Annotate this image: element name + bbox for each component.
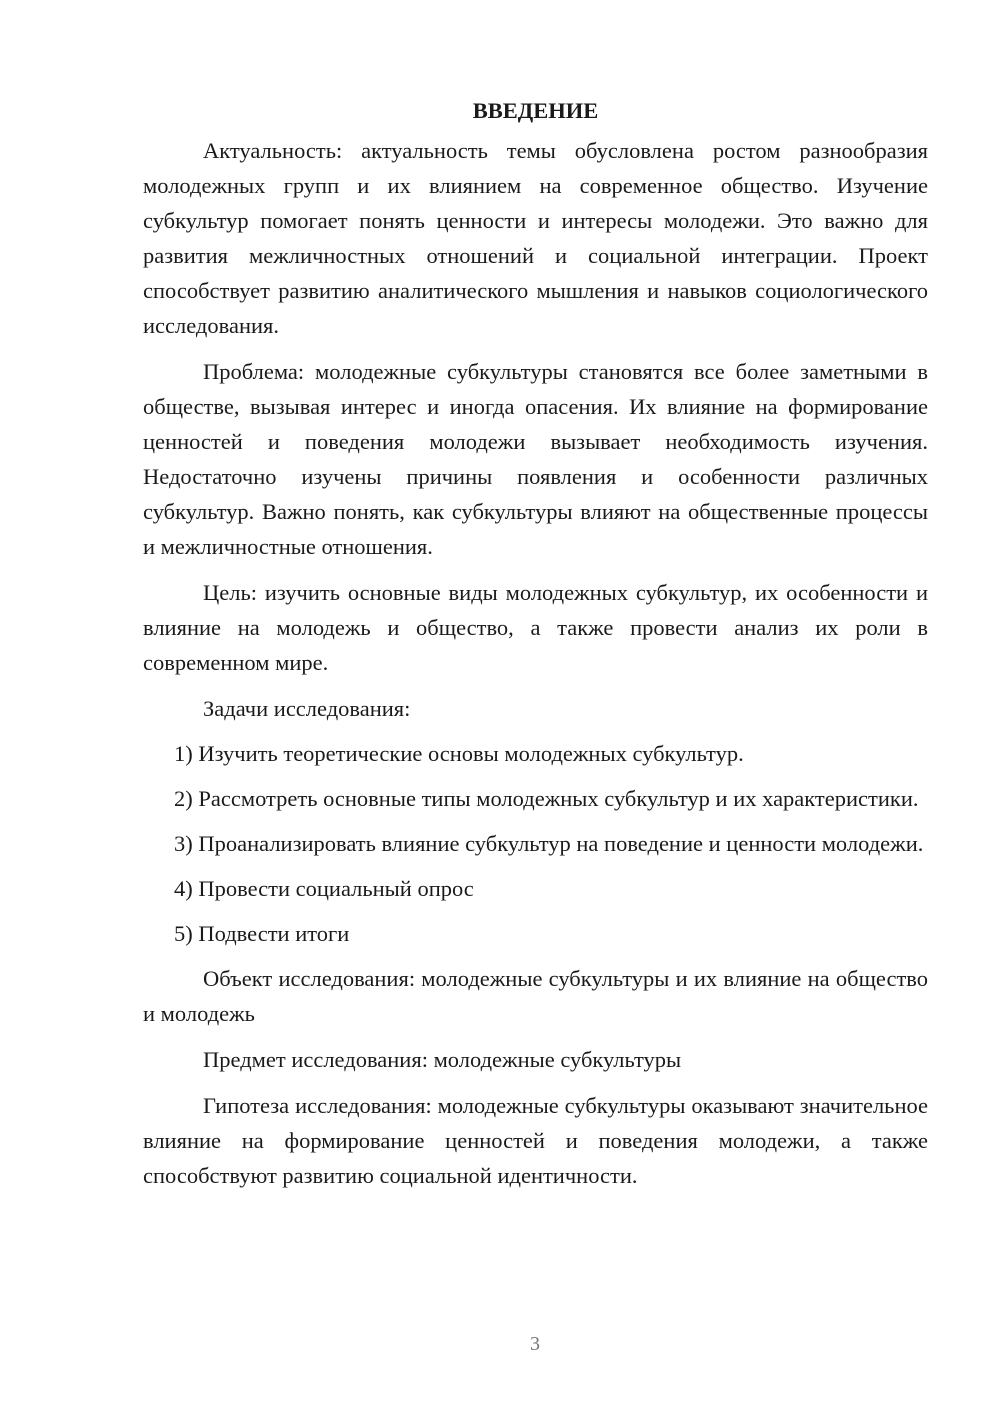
- section-title: ВВЕДЕНИЕ: [472, 98, 599, 123]
- task-item-4: 4) Провести социальный опрос: [174, 876, 474, 901]
- task-item-5: 5) Подвести итоги: [174, 921, 350, 946]
- task-item-1: 1) Изучить теоретические основы молодежных субкультур.: [174, 741, 744, 766]
- page-number: 3: [530, 1333, 540, 1355]
- paragraph-object: Объект исследования: молодежные субкультуры и их влияние на общество и молодежь: [143, 966, 928, 1026]
- paragraph-problem: Проблема: молодежные субкультуры становятся все более заметными в обществе, вызывая интерес и иногда опасения. Их влияние на формирование ценностей и поведения молодежи вызывает необходимость изучения. Недостаточно изучены причины появления и особенности различных субкультур. Важно понять, как субкультуры влияют на общественные процессы и межличностные отношения.: [143, 359, 928, 559]
- task-item-3: 3) Проанализировать влияние субкультур на поведение и ценности молодежи.: [174, 831, 924, 856]
- paragraph-tasks-heading: Задачи исследования:: [203, 696, 411, 721]
- page-content: [143, 93, 928, 1204]
- paragraph-hypothesis: Гипотеза исследования: молодежные субкультуры оказывают значительное влияние на формирование ценностей и поведения молодежи, а также способствуют развитию социальной идентичности.: [143, 1093, 928, 1188]
- paragraph-subject: Предмет исследования: молодежные субкультуры: [203, 1047, 682, 1072]
- paragraph-relevance: Актуальность: актуальность темы обусловлена ростом разнообразия молодежных групп и их влиянием на современное общество. Изучение субкультур помогает понять ценности и интересы молодежи. Это важно для развития межличностных отношений и социальной интеграции. Проект способствует развитию аналитического мышления и навыков социологического исследования.: [143, 138, 928, 338]
- paragraph-goal: Цель: изучить основные виды молодежных субкультур, их особенности и влияние на молодежь и общество, а также провести анализ их роли в современном мире.: [143, 580, 928, 675]
- task-item-2: 2) Рассмотреть основные типы молодежных субкультур и их характеристики.: [174, 786, 919, 811]
